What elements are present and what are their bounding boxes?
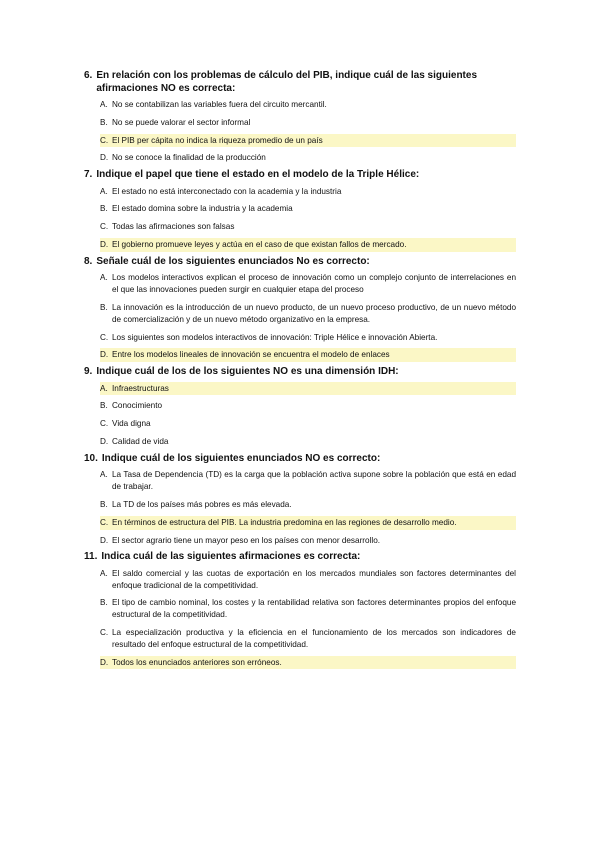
option-letter: B. (100, 302, 108, 312)
answer-option (100, 498, 516, 512)
option-letter: D. (100, 657, 109, 667)
option-text: Conocimiento (112, 401, 163, 411)
question-number: 10. (84, 452, 98, 464)
answer-option (100, 399, 516, 413)
option-letter: C. (100, 135, 109, 145)
option-text: Calidad de vida (112, 437, 169, 447)
option-text: Los siguientes son modelos interactivos de innovación: Triple Hélice e innovación Abierta. (112, 332, 438, 342)
option-text: El saldo comercial y las cuotas de exportación en los mercados mundiales son factores determinantes del enfoque tradicional de la competitividad. (112, 568, 516, 590)
option-letter: B. (100, 598, 108, 608)
option-letter: D. (100, 535, 109, 545)
answer-option-highlighted (100, 382, 516, 396)
option-text: La innovación es la introducción de un nuevo producto, de un nuevo proceso productivo, de un nuevo método de comercialización y de un nuevo método organizativo en la empresa. (112, 302, 516, 324)
option-text: Infraestructuras (112, 383, 169, 393)
option-letter: D. (100, 350, 109, 360)
option-text: Entre los modelos lineales de innovación se encuentra el modelo de enlaces (112, 350, 390, 360)
option-letter: A. (100, 383, 108, 393)
option-letter: B. (100, 401, 108, 411)
question-title (84, 169, 516, 182)
question-title (84, 70, 516, 95)
question-11 (84, 551, 516, 669)
answer-option-highlighted (100, 348, 516, 362)
answer-option-highlighted (100, 238, 516, 252)
option-letter: B. (100, 499, 108, 509)
question-number: 7. (84, 169, 93, 181)
answer-option-highlighted (100, 516, 516, 530)
option-letter: C. (100, 419, 109, 429)
answer-option (100, 626, 516, 652)
option-letter: C. (100, 222, 109, 232)
answer-option (100, 116, 516, 130)
question-number: 9. (84, 366, 93, 378)
answer-option (100, 220, 516, 234)
option-letter: C. (100, 628, 109, 638)
option-text: El PIB per cápita no indica la riqueza promedio de un país (112, 135, 323, 145)
option-letter: D. (100, 240, 109, 250)
question-text: Indique cuál de los de los siguientes NO es una dimensión IDH: (96, 366, 399, 378)
question-title (84, 256, 516, 269)
question-list (84, 70, 516, 673)
question-text: Indica cuál de las siguientes afirmaciones es correcta: (101, 551, 361, 563)
answer-option (100, 534, 516, 548)
option-text: El sector agrario tiene un mayor peso en los países con menor desarrollo. (112, 535, 381, 545)
option-text: El estado no está interconectado con la academia y la industria (112, 186, 342, 196)
question-text: Indique el papel que tiene el estado en el modelo de la Triple Hélice: (96, 169, 420, 181)
option-text: No se puede valorar el sector informal (112, 117, 251, 127)
answer-option (100, 596, 516, 622)
option-letter: B. (100, 204, 108, 214)
option-letter: D. (100, 153, 109, 163)
answer-option (100, 435, 516, 449)
question-text: Indique cuál de los siguientes enunciados NO es correcto: (101, 452, 381, 464)
option-text: No se conoce la finalidad de la producción (112, 153, 266, 163)
option-letter: C. (100, 332, 109, 342)
option-letter: A. (100, 186, 108, 196)
option-letter: C. (100, 517, 109, 527)
answer-option (100, 185, 516, 199)
question-7 (84, 169, 516, 252)
question-9 (84, 366, 516, 449)
option-letter: A. (100, 273, 108, 283)
option-text: Todos los enunciados anteriores son erróneos. (112, 657, 282, 667)
question-number: 11. (84, 551, 98, 563)
answer-option (100, 331, 516, 345)
option-text: En términos de estructura del PIB. La industria predomina en las regiones de desarrollo medio. (112, 517, 457, 527)
option-text: Los modelos interactivos explican el proceso de innovación como un complejo conjunto de interrelaciones en el que las innovaciones pueden surgir en cualquier etapa del proceso (112, 273, 516, 295)
option-letter: A. (100, 470, 108, 480)
option-text: La TD de los países más pobres es más elevada. (112, 499, 292, 509)
question-8 (84, 256, 516, 362)
answer-option (100, 417, 516, 431)
answer-option (100, 98, 516, 112)
option-text: La especialización productiva y la eficiencia en el funcionamiento de los mercados son indicadores de resultado del enfoque estructural de la competitividad. (112, 628, 516, 649)
option-letter: D. (100, 437, 109, 447)
option-letter: A. (100, 568, 108, 578)
question-6 (84, 70, 516, 165)
option-text: El tipo de cambio nominal, los costes y la rentabilidad relativa son factores determinantes propios del enfoque estructural de la competitividad. (112, 598, 516, 620)
question-10 (84, 453, 516, 547)
question-text: En relación con los problemas de cálculo del PIB, indique cuál de las siguientes afirmaciones NO es correcta: (96, 70, 478, 94)
option-letter: A. (100, 100, 108, 109)
question-text: Señale cuál de los siguientes enunciados No es correcto: (96, 255, 370, 267)
answer-option (100, 567, 516, 593)
option-text: El estado domina sobre la industria y la academia (112, 204, 293, 214)
option-text: Vida digna (112, 419, 151, 429)
answer-option (100, 151, 516, 165)
question-title (84, 453, 516, 466)
answer-option-highlighted (100, 656, 516, 670)
option-text: La Tasa de Dependencia (TD) es la carga que la población activa supone sobre la población que está en edad de trabajar. (112, 470, 516, 492)
question-title (84, 366, 516, 379)
option-letter: B. (100, 117, 108, 127)
option-text: El gobierno promueve leyes y actúa en el caso de que existan fallos de mercado. (112, 240, 407, 250)
option-text: Todas las afirmaciones son falsas (112, 222, 235, 232)
question-number: 8. (84, 255, 93, 267)
answer-option (100, 271, 516, 297)
answer-option (100, 202, 516, 216)
question-number: 6. (84, 70, 93, 81)
question-title (84, 551, 516, 564)
option-text: No se contabilizan las variables fuera del circuito mercantil. (112, 100, 327, 109)
answer-option (100, 301, 516, 327)
answer-option-highlighted (100, 134, 516, 148)
answer-option (100, 468, 516, 494)
